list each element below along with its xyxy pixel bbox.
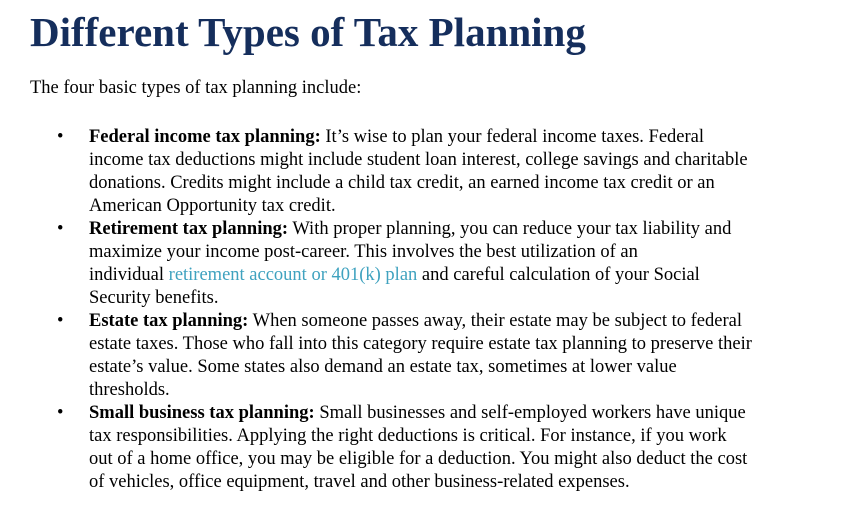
intro-paragraph: The four basic types of tax planning include: [30,78,362,98]
bullet-text: estate’s value. Some states also demand an estate tax, sometimes at lower value [89,357,677,377]
bullet-text: estate taxes. Those who fall into this category require estate tax planning to preserve their [89,334,752,354]
bullet-text: donations. Credits might include a child tax credit, an earned income tax credit or an [89,173,715,193]
bullet-text: and careful calculation of your Social [417,265,700,285]
retirement-account-link[interactable]: retirement account or 401(k) plan [168,265,418,285]
bullet-term: Small business tax planning: [89,403,315,423]
bullet-text: thresholds. [89,380,170,400]
bullet-text: out of a home office, you may be eligible for a deduction. You might also deduct the cost [89,449,748,469]
list-item-estate [0,310,844,402]
list-item-line [89,218,844,241]
bullet-text: Small businesses and self-employed workers have unique [314,403,746,423]
bullet-text: of vehicles, office equipment, travel and other business-related expenses. [89,472,630,492]
bullet-term: Federal income tax planning: [89,127,321,147]
bullet-text: individual [89,265,169,285]
bullet-text: When someone passes away, their estate may be subject to federal [248,311,742,331]
page-title: Different Types of Tax Planning [30,9,586,55]
bullet-term: Retirement tax planning: [89,219,289,239]
list-item-line [89,310,844,333]
list-item-small-business [0,402,844,494]
bullet-text: maximize your income post-career. This involves the best utilization of an [89,242,638,262]
bullet-text: Security benefits. [89,288,219,308]
bullet-icon: • [57,127,64,147]
bullet-text: American Opportunity tax credit. [89,196,336,216]
bullet-text: It’s wise to plan your federal income taxes. Federal [320,127,704,147]
bullet-icon: • [57,311,64,331]
bullet-icon: • [57,403,64,423]
list-item-line [89,264,844,287]
list-item-line [89,126,844,149]
bullet-icon: • [57,219,64,239]
list-item-retirement [0,218,844,310]
bullet-term: Estate tax planning: [89,311,249,331]
tax-planning-list [0,126,844,494]
bullet-text: With proper planning, you can reduce your tax liability and [288,219,732,239]
list-item-line [89,402,844,425]
bullet-text: income tax deductions might include student loan interest, college savings and charitable [89,150,748,170]
bullet-text: tax responsibilities. Applying the right deductions is critical. For instance, if you work [89,426,727,446]
list-item-federal-income [0,126,844,218]
